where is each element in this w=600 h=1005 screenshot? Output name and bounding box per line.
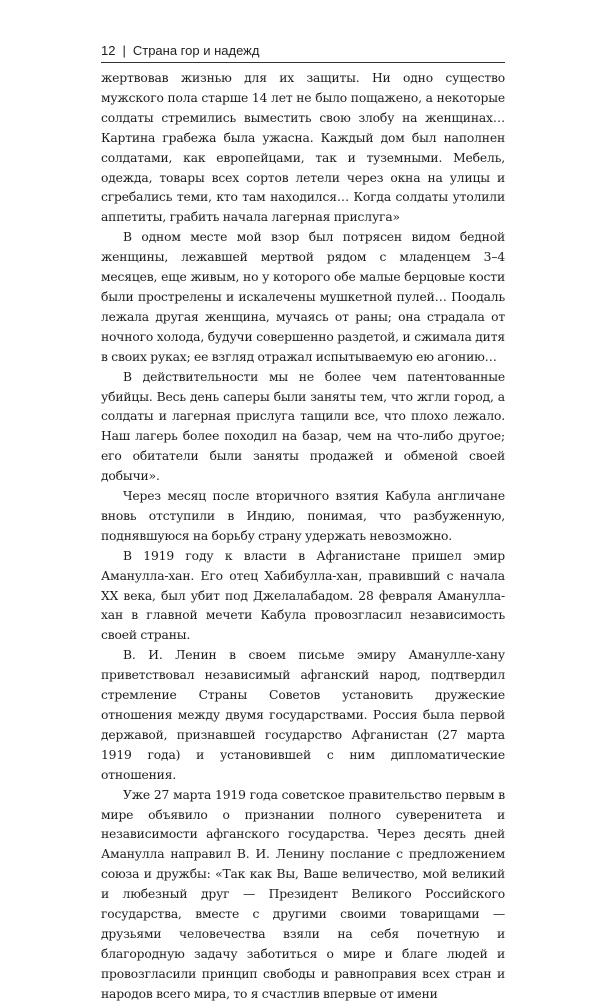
- paragraph: В действительности мы не более чем патентованные убийцы. Весь день саперы были заняты тем, что жгли город, а солдаты и лагерная прислуга тащили все, что плохо лежало. Наш лагерь более походил на базар, чем на что-либо другое; его обитатели были заняты продажей и обменой своей добычи».: [101, 369, 505, 484]
- paragraph: В. И. Ленин в своем письме эмиру Аманулле-хану приветствовал независимый афганский народ, подтвердил стремление Страны Советов установить дружеские отношения между двумя государствами. Россия была первой державой, признавшей государство Афганистан (27 марта 1919 года) и установившей с ним дипломатические отношения.: [101, 648, 505, 782]
- header-separator: |: [122, 43, 126, 58]
- paragraph: Через месяц после вторичного взятия Кабула англичане вновь отступили в Индию, понимая, что разбуженную, поднявшуюся на борьбу страну удержать невозможно.: [101, 489, 505, 543]
- book-title: Страна гор и надежд: [132, 43, 260, 58]
- page-number: 12: [101, 43, 116, 58]
- paragraph: Уже 27 марта 1919 года советское правительство первым в мире объявило о признании полного суверенитета и независимости афганского государства. Через десять дней Аманулла направил В. И. Ленину послание с предложением союза и дружбы: «Так как Вы, Ваше величество, мой великий и любезный друг — Президент Великого Российского государства, вместе с другими своими товарищами — друзьями человечества взяли на себя почетную и благородную задачу заботиться о мире и благе людей и провозгласили принцип свободы и равноправия всех стран и народов всего мира, то я счастлив впервые от имени: [101, 787, 505, 1001]
- page-body: [101, 69, 505, 1005]
- paragraph-continuation: жертвовав жизнью для их защиты. Ни одно существо мужского пола старше 14 лет не было пощажено, а некоторые солдаты стремились выместить свою злобу на женщинах… Картина грабежа была ужасна. Каждый дом был наполнен солдатами, как европейцами, так и туземными. Мебель, одежда, товары всех сортов летели через окна на улицы и сгребались теми, кто там находился… Когда солдаты утолили аппетиты, грабить начала лагерная прислуга»: [101, 71, 505, 225]
- running-head: [101, 40, 505, 63]
- paragraph: В одном месте мой взор был потрясен видом бедной женщины, лежавшей мертвой рядом с младенцем 3–4 месяцев, еще живым, но у которого обе малые берцовые кости были прострелены и искалечены мушкетной пулей… Поодаль лежала другая женщина, мучаясь от раны; она страдала от ночного холода, будучи совершенно раздетой, и сжимала дитя в своих руках; ее взгляд отражал испытываемую ею агонию…: [101, 230, 505, 364]
- paragraph: В 1919 году к власти в Афганистане пришел эмир Аманулла-хан. Его отец Хабибулла-хан, правивший с начала XX века, был убит под Джелалабадом. 28 февраля Аманулла-хан в главной мечети Кабула провозгласил независимость своей страны.: [101, 548, 505, 643]
